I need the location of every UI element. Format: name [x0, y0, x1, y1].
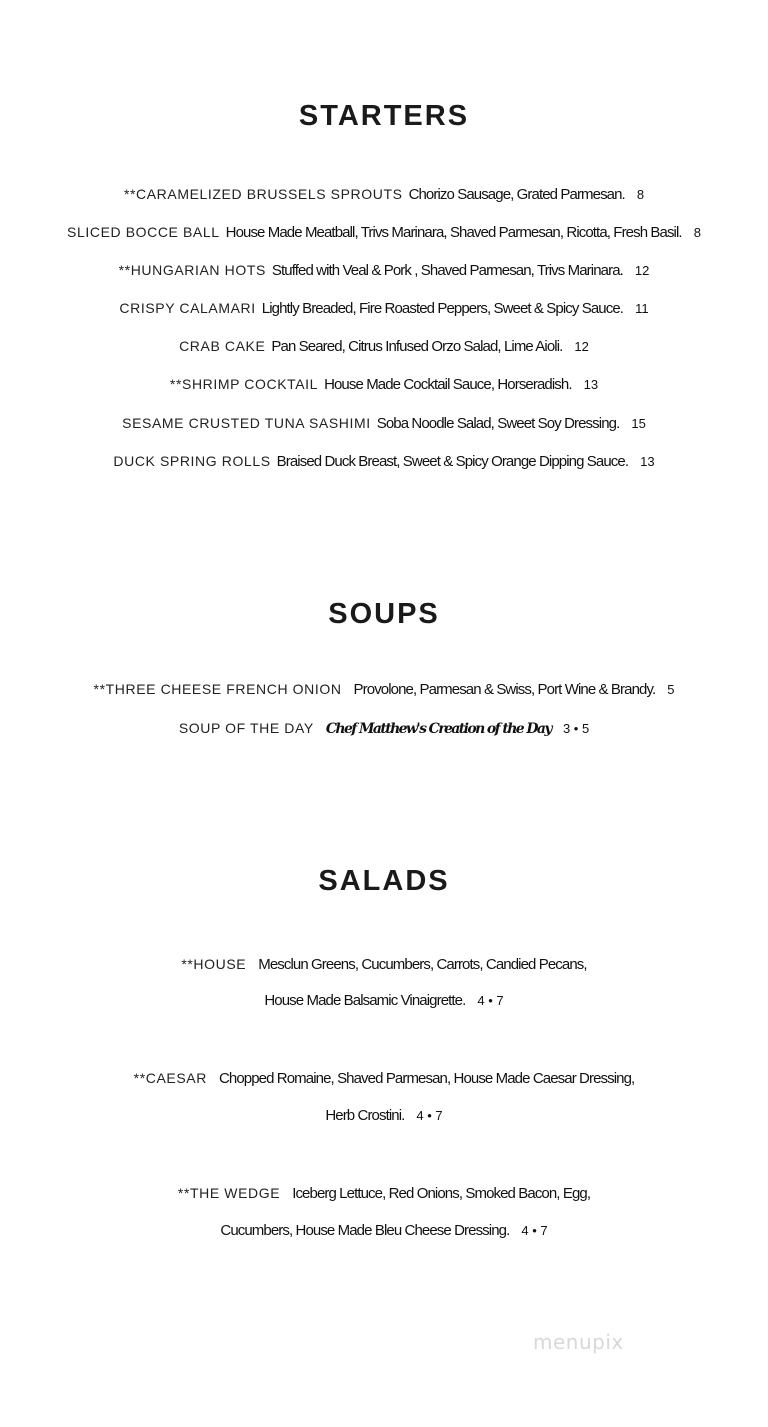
- menupix-watermark: menupix: [533, 1330, 624, 1354]
- salads-heading: SALADS: [318, 865, 450, 897]
- item-name: SLICED BOCCE BALL: [67, 224, 220, 240]
- item-name: **HUNGARIAN HOTS: [118, 262, 266, 278]
- item-description: Lightly Breaded, Fire Roasted Peppers, Sweet & Spicy Sauce.: [261, 300, 624, 317]
- item-name: **SHRIMP COCKTAIL: [169, 376, 319, 392]
- menu-item-duck-spring-rolls: [0, 451, 768, 472]
- menu-item-sesame-crusted-tuna-sashimi: [0, 413, 768, 434]
- item-description: Mesclun Greens, Cucumbers, Carrots, Candied Pecans,: [258, 956, 587, 973]
- item-name: **CARAMELIZED BRUSSELS SPROUTS: [123, 186, 403, 202]
- item-price: 3 • 5: [562, 721, 590, 736]
- item-description: Provolone, Parmesan & Swiss, Port Wine & Brandy.: [353, 681, 656, 698]
- item-price: 12: [574, 339, 589, 354]
- item-name: **HOUSE: [181, 956, 247, 972]
- item-description: Herb Crostini.: [325, 1107, 405, 1124]
- menu-item-caesar-salad-cont: [0, 1106, 768, 1126]
- item-name: CRISPY CALAMARI: [119, 300, 256, 316]
- item-description: Chopped Romaine, Shaved Parmesan, House Made Caesar Dressing,: [218, 1070, 635, 1087]
- item-price: 15: [631, 416, 646, 431]
- item-price: 8: [636, 187, 645, 202]
- menu-item-the-wedge-cont: [0, 1221, 768, 1241]
- item-description: Stuffed with Veal & Pork , Shaved Parmesan, Trivs Marinara.: [271, 262, 623, 279]
- menu-item-sliced-bocce-ball: [0, 222, 768, 243]
- menu-item-house-salad-cont: [0, 991, 768, 1011]
- item-price: 13: [583, 377, 599, 392]
- menu-item-caesar-salad: [0, 1068, 768, 1089]
- item-name: SESAME CRUSTED TUNA SASHIMI: [122, 415, 371, 431]
- item-description: House Made Cocktail Sauce, Horseradish.: [324, 376, 572, 393]
- item-name: SOUP OF THE DAY: [178, 720, 314, 736]
- item-price: 4 • 7: [477, 993, 504, 1008]
- item-description-script: Chef Matthew's Creation of the Day: [325, 721, 551, 737]
- soups-heading: SOUPS: [328, 598, 440, 630]
- item-description: Cucumbers, House Made Bleu Cheese Dressing.: [220, 1222, 510, 1239]
- menu-item-hungarian-hots: [0, 260, 768, 281]
- menu-item-crispy-calamari: [0, 298, 768, 319]
- item-description: Iceberg Lettuce, Red Onions, Smoked Bacon, Egg,: [292, 1185, 591, 1202]
- starters-heading: STARTERS: [298, 100, 470, 132]
- item-description: Chorizo Sausage, Grated Parmesan.: [408, 186, 625, 203]
- item-price: 4 • 7: [416, 1108, 443, 1123]
- menu-item-house-salad: [0, 954, 768, 975]
- menu-item-three-cheese-french-onion: [0, 679, 768, 700]
- item-price: 5: [667, 682, 675, 697]
- menu-item-shrimp-cocktail: [0, 374, 768, 395]
- item-description: House Made Meatball, Trivs Marinara, Shaved Parmesan, Ricotta, Fresh Basil.: [225, 224, 682, 241]
- item-name: **THREE CHEESE FRENCH ONION: [93, 681, 342, 697]
- item-description: Pan Seared, Citrus Infused Orzo Salad, Lime Aioli.: [271, 338, 563, 355]
- item-price: 11: [635, 301, 649, 316]
- item-price: 13: [640, 454, 655, 469]
- item-price: 4 • 7: [521, 1223, 548, 1238]
- item-price: 8: [693, 225, 701, 240]
- item-name: DUCK SPRING ROLLS: [113, 453, 271, 469]
- menu-item-soup-of-the-day: [0, 718, 768, 739]
- menu-item-crab-cake: [0, 336, 768, 357]
- item-name: **THE WEDGE: [177, 1185, 281, 1201]
- item-description: House Made Balsamic Vinaigrette.: [264, 992, 466, 1009]
- item-price: 12: [634, 263, 650, 278]
- item-name: CRAB CAKE: [179, 338, 266, 354]
- menu-item-the-wedge: [0, 1183, 768, 1204]
- menu-item-caramelized-brussels-sprouts: [0, 184, 768, 205]
- item-name: **CAESAR: [133, 1070, 207, 1086]
- item-description: Braised Duck Breast, Sweet & Spicy Orange Dipping Sauce.: [276, 453, 629, 470]
- item-description: Soba Noodle Salad, Sweet Soy Dressing.: [376, 415, 620, 432]
